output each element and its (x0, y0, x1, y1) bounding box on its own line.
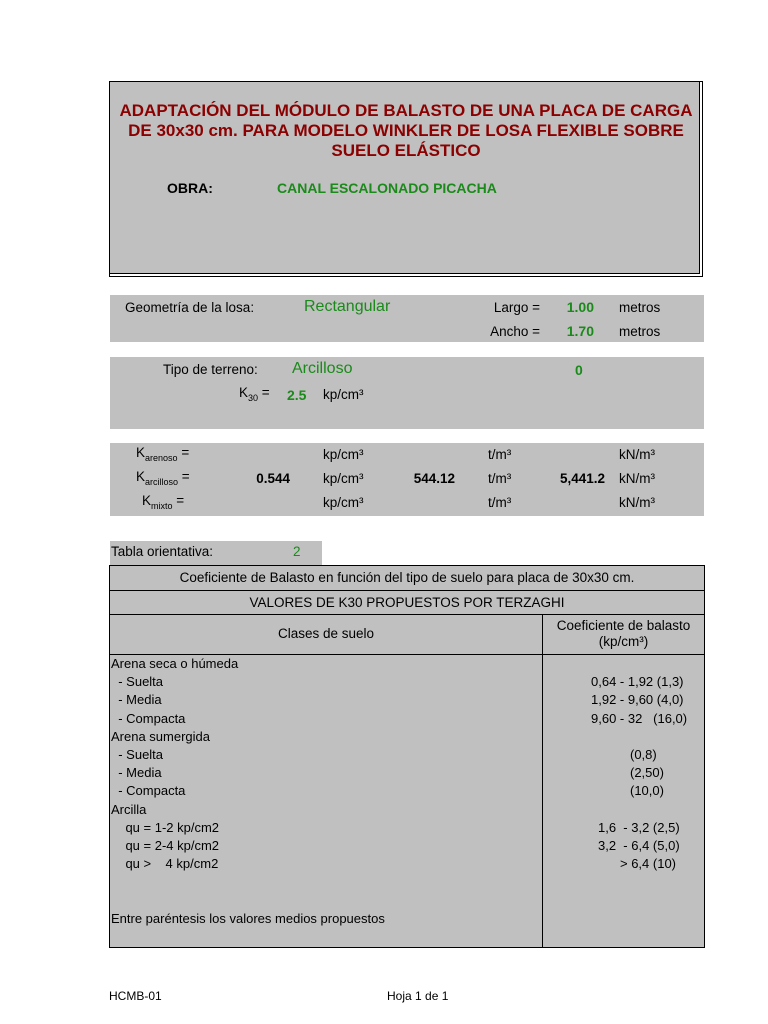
k30-unit: kp/cm³ (323, 387, 364, 402)
list-item: 3,2 - 6,4 (5,0) (598, 837, 680, 853)
k30-symbol: $K_{30}$ = (239, 385, 270, 403)
ancho-unit: metros (619, 324, 661, 339)
result-row-arenoso: $K_{arenoso}$ = kp/cm³ t/m³ kN/m³ (136, 445, 655, 463)
list-item: - Compacta (111, 710, 186, 726)
list-item: Arena sumergida (111, 728, 210, 744)
ancho-value: 1.70 (566, 323, 594, 339)
ancho-label: Ancho = (490, 324, 540, 339)
list-item: - Suelta (111, 674, 164, 690)
list-item: qu > 4 kp/cm2 (111, 856, 219, 872)
list-item: 1,6 - 3,2 (2,5) (598, 819, 680, 835)
list-item: qu = 1-2 kp/cm2 (111, 819, 220, 835)
value-list (542, 655, 704, 873)
terzaghi-table (109, 565, 705, 948)
obra-label: OBRA: (167, 180, 213, 196)
list-item: Arena seca o húmeda (111, 656, 239, 671)
terrain-band (110, 357, 704, 429)
table-note: Entre paréntesis los valores medios propuestos (111, 911, 385, 926)
largo-label: Largo = (493, 300, 540, 315)
k-arcilloso-kpcm3: 0.544 (256, 471, 290, 486)
list-item: - Media (111, 765, 162, 781)
geometry-shape: Rectangular (304, 298, 391, 315)
title-box (109, 81, 703, 277)
result-row-arcilloso: $K_{arcilloso}$ = 0.544 kp/cm³ 544.12 t/m³ 5,441.2 kN/m³ (136, 469, 655, 487)
terrain-code: 0 (575, 362, 583, 378)
col-header-soil: Clases de suelo (277, 626, 375, 641)
terrain-value: Arcilloso (292, 360, 353, 377)
list-item: > 6,4 (10) (620, 856, 677, 872)
list-item: - Compacta (111, 783, 186, 799)
soil-list (111, 655, 238, 873)
list-item: qu = 2-4 kp/cm2 (111, 838, 220, 854)
list-item: - Media (111, 692, 162, 708)
table-header (110, 615, 704, 655)
tabla-label: Tabla orientativa: (111, 544, 214, 559)
k30-value: 2.5 (287, 387, 307, 403)
geometry-band (110, 295, 704, 342)
list-item: (10,0) (630, 783, 664, 799)
obra-value: CANAL ESCALONADO PICACHA (277, 180, 497, 196)
table-caption: Coeficiente de Balasto en función del tipo de suelo para placa de 30x30 cm. (110, 566, 704, 591)
list-item: 1,92 - 9,60 (4,0) (591, 692, 684, 708)
list-item: 9,60 - 32 (16,0) (591, 710, 688, 726)
list-item: (2,50) (630, 765, 664, 781)
footer-page: Hoja 1 de 1 (387, 989, 449, 1003)
list-item: (0,8) (630, 746, 657, 762)
list-item: 0,64 - 1,92 (1,3) (591, 674, 684, 690)
k-arcilloso-knm3: 5,441.2 (559, 471, 605, 486)
table-subcaption: VALORES DE K30 PROPUESTOS POR TERZAGHI (110, 591, 704, 615)
largo-unit: metros (619, 300, 661, 315)
tabla-orientativa-band (110, 541, 322, 565)
results-band (110, 443, 704, 516)
largo-value: 1.00 (566, 299, 594, 315)
document-title: ADAPTACIÓN DEL MÓDULO DE BALASTO DE UNA PLACA DE CARGA DE 30x30 cm. PARA MODELO WINKLER DE LOSA FLEXIBLE SOBRE SUELO ELÁSTICO (119, 101, 693, 160)
list-item: Arcilla (111, 801, 147, 817)
geometry-label: Geometría de la losa: (125, 300, 255, 315)
tabla-value: 2 (293, 544, 301, 559)
list-item: - Suelta (111, 747, 164, 763)
footer-code: HCMB-01 (109, 989, 162, 1003)
result-row-mixto: $K_{mixto}$ = kp/cm³ t/m³ kN/m³ (142, 493, 655, 511)
terrain-label: Tipo de terreno: (163, 362, 258, 377)
k-arcilloso-tm3: 544.12 (413, 471, 455, 486)
col-header-coef: Coeficiente de balasto (kp/cm³) (556, 618, 691, 649)
